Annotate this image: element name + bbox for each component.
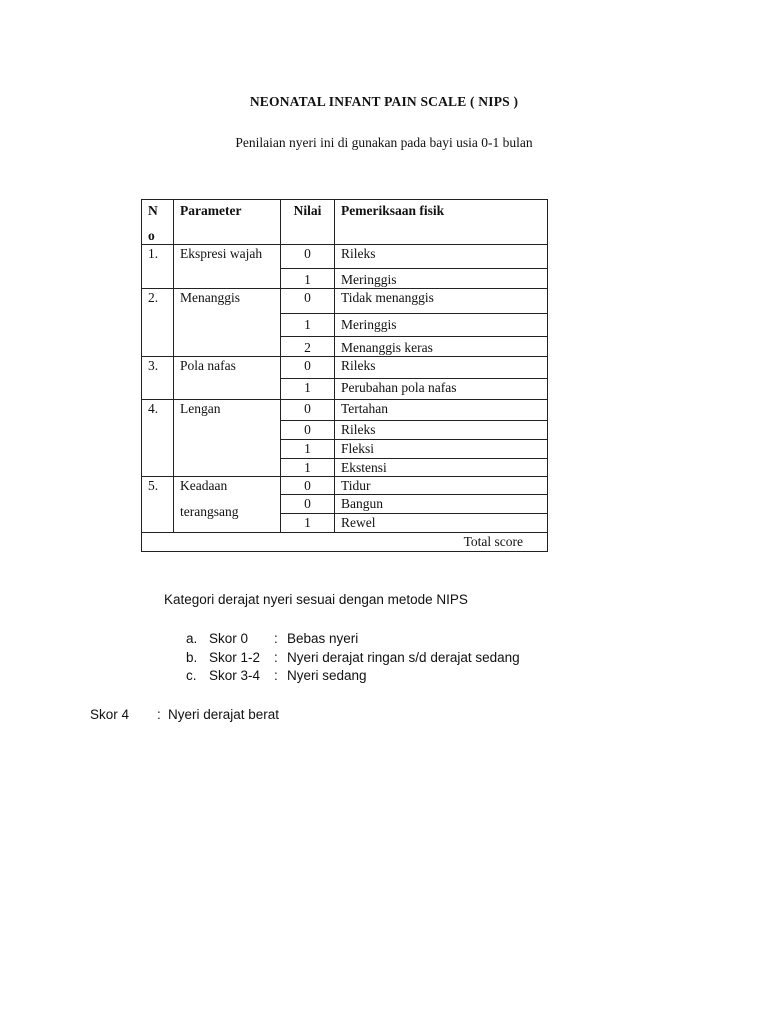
row-nilai: 2 [281, 337, 335, 357]
row-pemeriksaan: Ekstensi [335, 459, 548, 477]
row-nilai: 0 [281, 477, 335, 495]
row-nilai: 1 [281, 314, 335, 337]
header-pemeriksaan-label: Pemeriksaan fisik [341, 203, 445, 218]
header-no-line2: o [148, 228, 155, 243]
header-no-line1: N [148, 203, 158, 218]
table-row [142, 289, 548, 314]
document-title: NEONATAL INFANT PAIN SCALE ( NIPS ) [249, 94, 519, 109]
row-pemeriksaan: Tertahan [335, 400, 548, 421]
row-no: 2. [142, 289, 174, 357]
total-row [142, 533, 548, 552]
row-pemeriksaan: Rileks [335, 357, 548, 379]
list-desc: Nyeri sedang [287, 668, 367, 683]
list-skor: Skor 0 [209, 631, 249, 646]
header-no [142, 200, 174, 245]
row-nilai: 0 [281, 289, 335, 314]
row-pemeriksaan: Fleksi [335, 440, 548, 459]
list-skor: Skor 3-4 [209, 668, 261, 683]
header-parameter [174, 200, 281, 245]
row-nilai: 0 [281, 245, 335, 269]
row-nilai: 0 [281, 400, 335, 421]
list-marker: a. [186, 631, 198, 646]
list-marker: b. [186, 650, 198, 665]
document-subtitle: Penilaian nyeri ini di gunakan pada bayi usia 0-1 bulan [235, 135, 533, 150]
list-sep: : [274, 668, 278, 683]
table-row [142, 477, 548, 495]
row-pemeriksaan: Bangun [335, 495, 548, 514]
table-row [142, 357, 548, 379]
header-nilai-label: Nilai [293, 203, 322, 218]
skor-4-line [90, 707, 280, 722]
row-nilai: 1 [281, 514, 335, 533]
nips-table [141, 199, 548, 552]
row-parameter: Pola nafas [174, 357, 281, 400]
total-score-label: Total score [142, 533, 548, 552]
row-nilai: 1 [281, 269, 335, 289]
row-parameter-line1: Keadaan [180, 478, 228, 493]
row-nilai: 1 [281, 440, 335, 459]
row-pemeriksaan: Rileks [335, 421, 548, 440]
skor-4-label: Skor 4 [90, 707, 130, 722]
row-no: 4. [142, 400, 174, 477]
row-nilai: 0 [281, 357, 335, 379]
row-no: 3. [142, 357, 174, 400]
list-desc: Nyeri derajat ringan s/d derajat sedang [287, 650, 520, 665]
row-nilai: 1 [281, 379, 335, 400]
row-pemeriksaan: Meringgis [335, 269, 548, 289]
row-pemeriksaan: Rewel [335, 514, 548, 533]
row-pemeriksaan: Tidur [335, 477, 548, 495]
header-nilai [281, 200, 335, 245]
list-sep: : [274, 650, 278, 665]
list-marker: c. [186, 668, 197, 683]
skor-4-desc: Nyeri derajat berat [168, 707, 280, 722]
header-parameter-label: Parameter [180, 203, 242, 218]
table-row [142, 245, 548, 269]
row-parameter [174, 477, 281, 533]
header-pemeriksaan [335, 200, 548, 245]
kategori-title: Kategori derajat nyeri sesuai dengan metode NIPS [164, 592, 468, 607]
row-nilai: 0 [281, 421, 335, 440]
row-pemeriksaan: Rileks [335, 245, 548, 269]
row-no: 1. [142, 245, 174, 289]
row-parameter: Ekspresi wajah [174, 245, 281, 289]
table-header-row [142, 200, 548, 245]
list-skor: Skor 1-2 [209, 650, 261, 665]
row-parameter: Lengan [174, 400, 281, 477]
list-sep: : [274, 631, 278, 646]
list-desc: Bebas nyeri [287, 631, 359, 646]
table-row [142, 400, 548, 421]
skor-4-sep: : [157, 707, 161, 722]
row-nilai: 0 [281, 495, 335, 514]
row-no: 5. [142, 477, 174, 533]
row-nilai: 1 [281, 459, 335, 477]
row-pemeriksaan: Meringgis [335, 314, 548, 337]
row-parameter: Menanggis [174, 289, 281, 357]
row-parameter-line2: terangsang [180, 504, 239, 519]
row-pemeriksaan: Tidak menanggis [335, 289, 548, 314]
row-pemeriksaan: Perubahan pola nafas [335, 379, 548, 400]
row-pemeriksaan: Menanggis keras [335, 337, 548, 357]
